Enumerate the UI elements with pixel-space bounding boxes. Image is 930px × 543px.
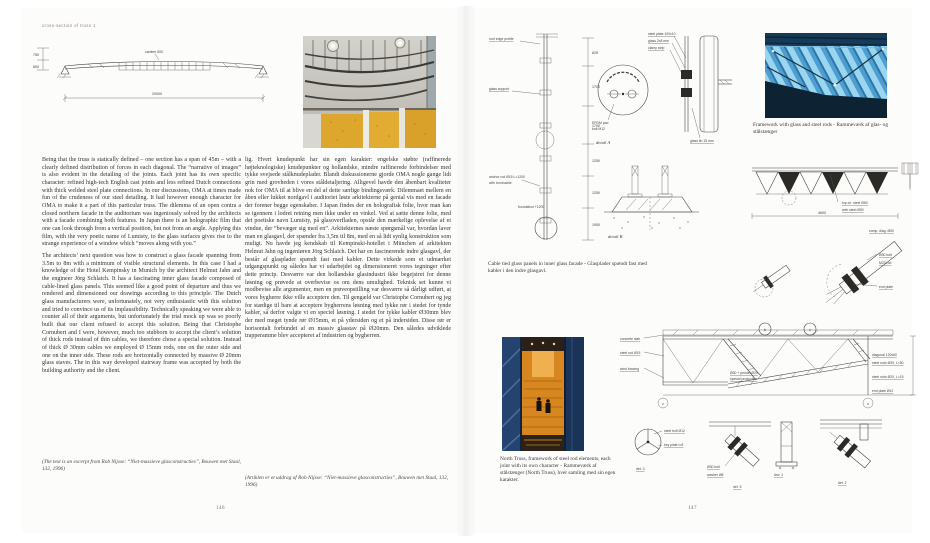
dim-600: 600 [33, 65, 39, 69]
truss-members [57, 50, 269, 78]
detail-a-note-1: EPDM pad [592, 121, 609, 125]
caption-north-truss: North Truss, framework of steel rod elements, each joint with its own character - Rammeværk af stålstænger (North Truss), hver samling med sin egen karakter. [500, 456, 616, 484]
side-label-2: glass 2x8 mm [648, 39, 669, 43]
danish-source-note: (Artiklen er et uddrag af Rob Nijsse: “Niet-massieve glasconstructies”, Bouwen met Staal, 132, 1996) [245, 475, 449, 488]
roof-truss-drawing [750, 158, 920, 220]
dim-0: 625 [592, 51, 598, 55]
text-column-english [42, 157, 241, 380]
label-anchor-rod: anchor rod Ø15 L=1200 [489, 175, 525, 179]
drw1-label: drw. 1 [774, 473, 784, 477]
bridge-left-2: steel rod Ø15 [620, 351, 641, 355]
roof-truss-span: 4600 [818, 211, 826, 215]
web-triangles [756, 172, 888, 205]
camber-label: camber 600 [145, 50, 163, 54]
det2-rod [825, 427, 873, 471]
glass-facade-photo [765, 33, 887, 118]
section-left-labels [489, 37, 544, 209]
dim-4: 1250 [592, 191, 600, 195]
truss-span-dimension [63, 92, 265, 102]
detail-b-label: detail B [608, 234, 623, 239]
page-number-right: 147 [688, 506, 697, 511]
bridge-mid-2: special production [730, 377, 758, 381]
dim-3: 1250 [592, 159, 600, 163]
label-turnbuckle: with turnbuckle [489, 181, 512, 185]
bridge-right-4: end plate Ø12 [872, 389, 894, 393]
span-20000: 20000 [152, 92, 162, 96]
det5-label: det. 5 [733, 485, 742, 489]
ceiling-photo [303, 36, 436, 148]
english-source-note: (The text is an excerpt from Rob Nijsse: “Niet-massieve glasconstructies”, Bouwen met Staal, 132, 1996) [42, 459, 241, 472]
detail-a-drawing [592, 60, 654, 150]
page-number-left: 146 [216, 506, 225, 511]
dim-1: 1700 [592, 85, 600, 89]
section-column [535, 34, 558, 240]
roof-truss-dim [752, 211, 898, 219]
bridge-right-1: diagonal 120x60 [872, 353, 897, 357]
corridor [522, 337, 564, 451]
bridge-right-2: steel rods Ø30, L=50 [872, 361, 904, 365]
dim-2: 1700 [592, 124, 600, 128]
det2-connection-drawing [818, 414, 886, 488]
detail-b-posts [628, 166, 672, 197]
english-paragraph-2: The architects’ next question was how to construct a glass facade spanning from 3.5m to 8m with a minimum of visible structural elements. In this case I had a knowledge of the Hotel Kempinsky in Munich by the architect Helmut Jahn and the engineer Jörg Schlaich. It has a fascinating inner glass facade composed of cable-lined glass panels. This seemed like a good point of departure and thus we rendered and dimensioned our drawings according to this principle. The Dutch glass manufacturers were, unfortunately, not very enthusiastic with this solution and tried to convince us of its implausibility. Technically speaking we were able to counter all of their arguments, but unfortunately the trial mock up was so poorly built that our client refused to accept this solution. Being that Christophe Cornubert and I were, however, much too stubborn to accept the client’s solution of thick rods instead of thin cables, we therefore chose a special solution. Instead of thick Ø 30mm cables we employed Ø 15mm rods, one on the outer side and one on the inner side. These rods are horizontally connected by massive Ø 20mm glass staves. The in this way developed stairway frame was accepted by both the building authority and the client. [42, 253, 241, 375]
marker-c1: c [809, 328, 811, 332]
detail-a-note-2: bolt M12 [592, 127, 606, 131]
bridge-mid-1: Ø30 + pendel Ø20 [730, 371, 758, 375]
connector-l3: M20 rod [879, 261, 892, 265]
side-label-3: clamp strip [648, 46, 665, 50]
det5-note-1: Ø30 bolt [707, 465, 720, 469]
det3-note-1: steel bolt Ø12 [664, 429, 685, 433]
bridge-mid-label [730, 371, 758, 381]
det5-connection-drawing [705, 414, 775, 492]
left-drawing-title: cross-section of truss 1 [42, 23, 96, 28]
roof-truss-label-2: web steel Ø50 [842, 208, 864, 212]
marker-c3: c [867, 402, 869, 406]
det3-wheel-drawing [630, 420, 700, 476]
caption-framework: Framework with glass and steel rods - Rammeværk af glas- og stålstænger [753, 122, 889, 136]
diagonal-connector-drawing [795, 222, 930, 312]
connector-l4: end plate [879, 285, 893, 289]
roof-truss-label-1: top ch. steel Ø60 [842, 201, 868, 205]
det3-label: det. 3 [636, 467, 645, 471]
connector-title: comp. diag. Ø50 [869, 229, 894, 233]
bridge-right-labels [872, 336, 916, 395]
walkway-photo [502, 337, 584, 451]
page-gutter [456, 6, 476, 536]
label-glass-support: glass support [489, 87, 510, 91]
connector-tube [819, 238, 904, 310]
side-label-1: steel plate 100x10 [648, 32, 676, 36]
truss-left-dimensions [33, 48, 49, 70]
dim-5: 1950 [592, 223, 600, 227]
dim-750: 750 [33, 53, 39, 57]
det3-note-2: key plate t=8 [664, 443, 684, 447]
side-label-right: glass fin 15 mm [690, 139, 714, 143]
drw1-column-drawing [772, 416, 802, 478]
hatched-diagonal-2 [848, 339, 870, 362]
detail-b-drawing [604, 160, 699, 240]
bridge-truss-drawing [618, 322, 928, 422]
label-roof-edge: roof edge profile [489, 37, 514, 41]
label-foundation: foundation +1200 [518, 205, 545, 209]
bridge-right-3: steel rods Ø20, L=15 [872, 375, 904, 379]
truss-elevation-drawing [33, 40, 298, 120]
connector-l2: Ø30 bolt [879, 253, 892, 257]
connection-side-view-drawing [648, 28, 733, 148]
det5-rod [723, 432, 761, 469]
bridge-left-labels [620, 335, 664, 378]
support-right [259, 66, 267, 74]
soil-speckle [613, 216, 688, 228]
left-frame [502, 337, 522, 451]
det2-label: det. 2 [838, 481, 847, 485]
det5-note-2: washer Ø8 [707, 473, 724, 477]
marker-b: b [764, 328, 766, 332]
bridge-left-3: wind bracing [620, 367, 640, 371]
english-paragraph-1: Being that the truss is statically defined – one section has a span of 45m – with a clearly defined distribution of forces in each diagonal. The “narrative of images” is also evident in the detailing of the joints. Each joint has its own specific character: refined high-tech English cast joints and less refined Dutch connections with thick welded steel plate connections. In our discussions, OMA at times made fun of the crudeness of our steel detailing. It had however enough character for OMA to make it a part of this particular truss. The dilemma of an open contra a closed northern facade in the auditorium was ingeniously solved by the architects with a facade combining both features. In Japan there is an holographic film that one can look through from a vertical position, but not from an angle. Applying this film, with the very poetic name of Lumisty, to the glass surfaces gives rise to the strange experience of a window which “moves along with you.” [42, 157, 241, 248]
marker-c2: c [662, 402, 664, 406]
caption-cable-tied: Cable tied glass panels in inner glass facade - Glasplader spændt fast med kabler i den indre glasgavl. [488, 261, 647, 275]
footing [612, 197, 692, 212]
support-left [61, 66, 69, 74]
text-column-danish [245, 157, 451, 345]
bridge-left-1: concrete slab [620, 337, 641, 341]
yellow-panels [303, 108, 436, 148]
detail-a-label: detail A [596, 140, 611, 145]
small-connector-drawing [748, 258, 796, 300]
right-frame [564, 337, 584, 451]
danish-paragraph-1: lig. Hvert knudepunkt har sin egen karakter: engelske støbte (raffinerede højteknologiske) knudepunkter og hollandske, mindre raffinerede forbindelser med tykke svejsede stålknudeplader. Blandt diskussionerne gjorde OMA nogle gange lidt grin med grovheden i vores ståldetaljering. Alligevel havde den åbenbart kvaliteter nok for OMA til at blive en del af dette særlige bindingsværk. Dilemmaet mellem en åben eller lukket nordgavl i auditoriet løste arkitekterne på genial vis med en facade der forener begge egenskaber. I Japan findes der en holografisk folie, hvor man kan se igennem i lodret retning men ikke under en vinkel. Ved at sætte denne folie, med det poetiske navn Lumisty, på glasoverfladen, opstår den mærkelige oplevelse af et vindue, der “bevæger sig med en”. Arkitekternes næste spørgsmål var, hvordan laver man en glasgavl, der spænder fra 3,5m til 8m, med en så lidt synlig konstruktion som muligt. Nu havde jeg kendskab til Kempinski-hotellet i München af arkitekten Helmut Jahn og ingeniøren Jörg Schlaich. Det har en fascinerende indre glasgavl, der består af glasplader spændt fast med kabler. Dette virkede som et udmærket udgangspunkt og således har vi udarbejdet og dimensioneret vores tegninger efter dette princip. Desværre var den hollandske glasindustri ikke begejstret for denne løsning og prøvede at overbevise os om dens umulighed. Teknisk set kunne vi modbevise alle argumenter, men en prøveopstilling var desværre så dårligt udført, at vores bygherre ikke ville acceptere den. Til gengæld var Christophe Cornubert og jeg for stædige til bare at acceptere bygherrens løsning med tykke rør i stedet for tynde kabler, så derfor valgte vi en speciel løsning. I stedet for tykke kabler Ø30mm blev der med meget tynde rør Ø15mm, et på ydersiden og et på indersiden. Disse rør er horisontalt forbundet af en massiv glasstav på Ø20mm. Den således udviklede trapperamme blev accepteret af industrien og bygherren. [245, 157, 451, 340]
